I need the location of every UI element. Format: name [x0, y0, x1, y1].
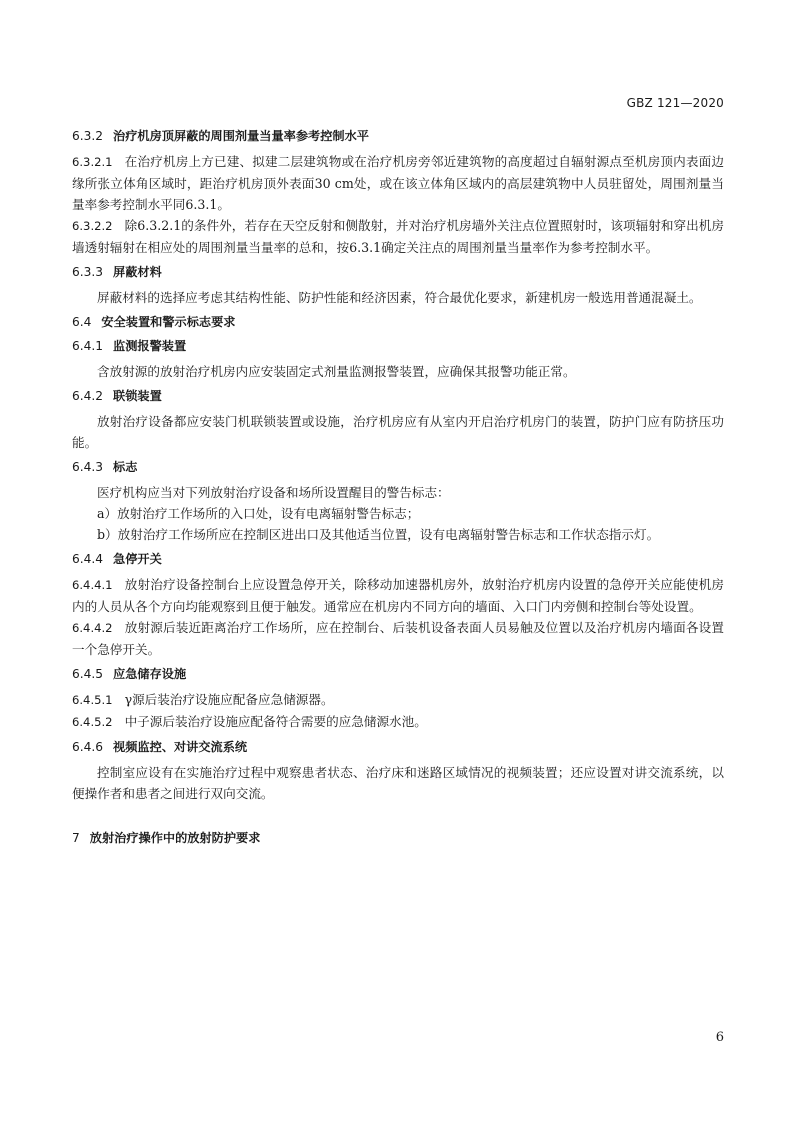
- clause-6-4-5-1: [72, 689, 724, 711]
- heading-number: 6.3.2: [72, 129, 104, 143]
- heading-6-4-6: [72, 738, 724, 756]
- clause-6-4-4-2: [72, 617, 724, 660]
- clause-6-3-2-2: [72, 215, 724, 258]
- heading-number: 6.4.1: [72, 339, 104, 353]
- paragraph-6-4-3: 医疗机构应当对下列放射治疗设备和场所设置醒目的警告标志：: [97, 485, 450, 500]
- clause-6-4-4-1: [72, 574, 724, 617]
- heading-number: 6.4.4: [72, 552, 104, 566]
- clause-number: 6.4.4.2: [72, 621, 113, 635]
- heading-6-4-2: [72, 387, 724, 405]
- heading-title: 应急储存设施: [113, 667, 187, 681]
- heading-title: 屏蔽材料: [113, 265, 162, 279]
- clause-text: γ源后装治疗设施应配备应急储源器。: [124, 692, 334, 707]
- heading-6-4-1: [72, 337, 724, 355]
- clause-text: 除6.3.2.1的条件外，若存在天空反射和侧散射，并对治疗机房墙外关注点位置照射时，该项辐射和穿出机房墙透射辐射在相应处的周围剂量当量率的总和，按6.3.1确定关注点的周围剂量当量率作为参考控制水平。: [72, 218, 724, 255]
- heading-title: 治疗机房顶屏蔽的周围剂量当量率参考控制水平: [113, 129, 369, 143]
- heading-6-4-4: [72, 550, 724, 568]
- heading-title: 放射治疗操作中的放射防护要求: [89, 831, 261, 845]
- heading-number: 6.4.5: [72, 667, 104, 681]
- list-item-b: b）放射治疗工作场所应在控制区进出口及其他适当位置，设有电离辐射警告标志和工作状态指示灯。: [97, 527, 660, 542]
- heading-6-4-3: [72, 458, 724, 476]
- heading-number: 6.4.3: [72, 460, 104, 474]
- heading-7: [72, 829, 724, 847]
- heading-number: 7: [72, 831, 80, 845]
- clause-6-3-2-1: [72, 151, 724, 215]
- document-body: [72, 127, 724, 847]
- clause-text: 放射源后装近距离治疗工作场所，应在控制台、后装机设备表面人员易触及位置以及治疗机房内墙面各设置一个急停开关。: [72, 620, 724, 657]
- heading-number: 6.3.3: [72, 265, 104, 279]
- clause-number: 6.3.2.1: [72, 155, 113, 169]
- paragraph-6-4-1: 含放射源的放射治疗机房内应安装固定式剂量监测报警装置，应确保其报警功能正常。: [97, 364, 576, 379]
- list-item-a: a）放射治疗工作场所的入口处，设有电离辐射警告标志；: [97, 506, 420, 521]
- heading-title: 安全装置和警示标志要求: [101, 315, 236, 329]
- clause-6-4-5-2: [72, 711, 724, 733]
- heading-title: 视频监控、对讲交流系统: [113, 740, 248, 754]
- heading-title: 急停开关: [113, 552, 162, 566]
- heading-title: 标志: [113, 460, 138, 474]
- clause-number: 6.3.2.2: [72, 219, 113, 233]
- paragraph-6-4-6: 控制室应设有在实施治疗过程中观察患者状态、治疗床和迷路区域情况的视频装置；还应设置对讲交流系统，以便操作者和患者之间进行双向交流。: [72, 765, 724, 801]
- heading-6-3-2: [72, 127, 724, 145]
- paragraph-6-4-2: 放射治疗设备都应安装门机联锁装置或设施，治疗机房应有从室内开启治疗机房门的装置，防护门应有防挤压功能。: [72, 414, 724, 450]
- standard-number: GBZ 121—2020: [626, 96, 724, 110]
- heading-title: 监测报警装置: [113, 339, 187, 353]
- clause-text: 在治疗机房上方已建、拟建二层建筑物或在治疗机房旁邻近建筑物的高度超过自辐射源点至机房顶内表面边缘所张立体角区域时，距治疗机房顶外表面30 cm处，或在该立体角区域内的高层建筑物中人员驻留处，周围剂量当量率参考控制水平同6.3.1。: [72, 154, 724, 212]
- heading-number: 6.4.2: [72, 389, 104, 403]
- paragraph-6-3-3: 屏蔽材料的选择应考虑其结构性能、防护性能和经济因素，符合最优化要求，新建机房一般选用普通混凝土。: [97, 290, 702, 305]
- heading-6-4: [72, 313, 724, 331]
- heading-6-4-5: [72, 665, 724, 683]
- page-number: 6: [715, 1030, 724, 1045]
- heading-number: 6.4.6: [72, 740, 104, 754]
- clause-text: 放射治疗设备控制台上应设置急停开关，除移动加速器机房外，放射治疗机房内设置的急停开关应能使机房内的人员从各个方向均能观察到且便于触发。通常应在机房内不同方向的墙面、入口门内旁侧和控制台等处设置。: [72, 577, 724, 614]
- clause-number: 6.4.5.2: [72, 715, 113, 729]
- clause-number: 6.4.5.1: [72, 693, 113, 707]
- clause-number: 6.4.4.1: [72, 578, 113, 592]
- clause-text: 中子源后装治疗设施应配备符合需要的应急储源水池。: [124, 714, 427, 729]
- heading-number: 6.4: [72, 315, 92, 329]
- heading-6-3-3: [72, 263, 724, 281]
- heading-title: 联锁装置: [113, 389, 162, 403]
